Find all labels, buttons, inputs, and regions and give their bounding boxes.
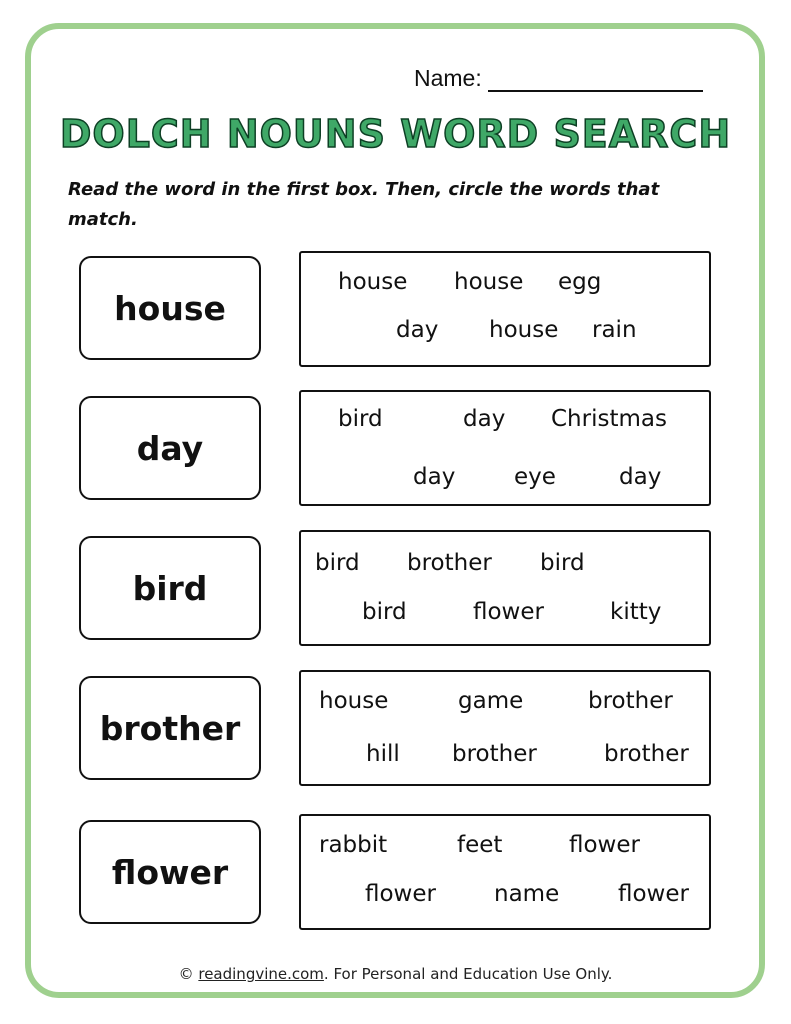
choice-word[interactable]: day (396, 317, 439, 343)
choice-word[interactable]: bird (315, 550, 360, 576)
choice-word[interactable]: kitty (610, 599, 662, 625)
target-word-box: brother (79, 676, 261, 780)
choice-word[interactable]: name (494, 881, 560, 907)
choice-word[interactable]: bird (338, 406, 383, 432)
choices-box (299, 670, 711, 786)
choice-word[interactable]: house (338, 269, 408, 295)
choice-word[interactable]: flower (473, 599, 544, 625)
choice-word[interactable]: house (319, 688, 389, 714)
choices-box (299, 390, 711, 506)
target-word-box: flower (79, 820, 261, 924)
choice-word[interactable]: day (463, 406, 506, 432)
choice-word[interactable]: flower (618, 881, 689, 907)
choice-word[interactable]: brother (588, 688, 673, 714)
choice-word[interactable]: brother (407, 550, 492, 576)
target-word-box: house (79, 256, 261, 360)
choice-word[interactable]: brother (452, 741, 537, 767)
footer-suffix: . For Personal and Education Use Only. (323, 965, 613, 983)
worksheet-title: DOLCH NOUNS WORD SEARCH (59, 112, 732, 156)
choices-box (299, 814, 711, 930)
choice-word[interactable]: Christmas (551, 406, 667, 432)
instructions: Read the word in the first box. Then, circle the words that match. (68, 179, 660, 230)
choice-word[interactable]: flower (569, 832, 640, 858)
choice-word[interactable]: bird (540, 550, 585, 576)
choice-word[interactable]: brother (604, 741, 689, 767)
copyright-footer (0, 965, 791, 983)
choices-box (299, 251, 711, 367)
target-word-box: day (79, 396, 261, 500)
choice-word[interactable]: eye (514, 464, 556, 490)
footer-prefix: © (178, 965, 199, 983)
name-field (414, 64, 703, 92)
choice-word[interactable]: rain (592, 317, 637, 343)
choice-word[interactable]: flower (365, 881, 436, 907)
choice-word[interactable]: house (489, 317, 559, 343)
choice-word[interactable]: game (458, 688, 524, 714)
choice-word[interactable]: day (619, 464, 662, 490)
choice-word[interactable]: feet (457, 832, 503, 858)
name-label: Name: (414, 65, 482, 91)
choice-word[interactable]: hill (366, 741, 400, 767)
choice-word[interactable]: house (454, 269, 524, 295)
choice-word[interactable]: bird (362, 599, 407, 625)
choice-word[interactable]: day (413, 464, 456, 490)
choice-word[interactable]: rabbit (319, 832, 388, 858)
target-word-box: bird (79, 536, 261, 640)
choices-box (299, 530, 711, 646)
choice-word[interactable]: egg (558, 269, 602, 295)
footer-site-link[interactable]: readingvine.com (198, 965, 324, 983)
name-blank-line[interactable] (488, 64, 703, 92)
